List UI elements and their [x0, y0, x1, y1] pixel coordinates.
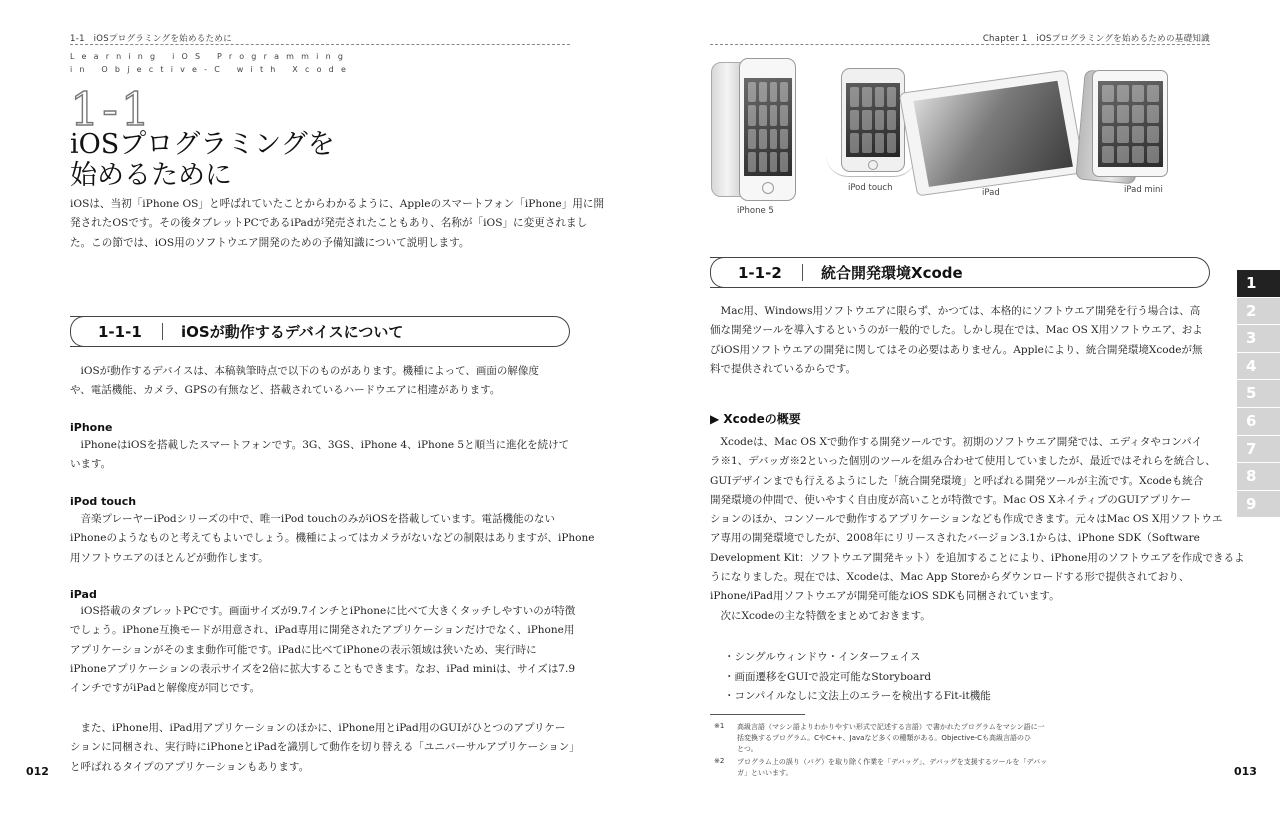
xcode-intro-paragraph: Mac用、Windows用ソフトウエアに限らず、かつては、本格的にソフトウエア開発を行う場合は、高 価な開発ツールを導入するというのが一般的でした。しかし現在では、Mac OS X用ソフトウエア、およ びiOS用ソフトウエアの開発に関してはその必要はありません。Appleにより、統合開発環境Xcodeが無 料で提供されているからです。 [710, 305, 1203, 375]
section-heading-number: 1-1-1 [98, 322, 142, 341]
section-heading-title: 統合開発環境Xcode [821, 264, 963, 282]
header-rule [70, 44, 570, 45]
iphone-heading: iPhone [70, 421, 113, 434]
chapter-tab-3[interactable]: 3 [1237, 325, 1280, 353]
iphone-paragraph: iPhoneはiOSを搭載したスマートフォンです。3G、3GS、iPhone 4、iPhone 5と順当に進化を続けて います。 [70, 439, 570, 471]
ipad-mini-caption: iPad mini [1124, 185, 1163, 195]
page-number: 012 [26, 765, 49, 778]
ipad-caption: iPad [982, 188, 1000, 198]
footnote-1: 高級言語（マシン語よりわかりやすい形式で記述する言語）で書かれたプログラムをマシン語に一 括変換するプログラム。CやC++、Javaなど多くの種類がある。Objective-Cも高級言語のひ とつ。 [737, 723, 1045, 753]
xcode-overview-heading: ▶ Xcodeの概要 [710, 412, 801, 426]
chapter-tab-1[interactable]: 1 [1237, 270, 1280, 298]
chapter-tab-7[interactable]: 7 [1237, 436, 1280, 464]
chapter-tab-8[interactable]: 8 [1237, 463, 1280, 491]
section-heading-number: 1-1-2 [738, 263, 782, 282]
ipod-touch-caption: iPod touch [848, 183, 893, 193]
ipad-mini-image [1092, 70, 1168, 177]
section-heading-divider [162, 323, 163, 340]
ipod-heading: iPod touch [70, 495, 137, 508]
ipad-paragraph: iOS搭載のタブレットPCです。画面サイズが9.7インチとiPhoneに比べて大きくタッチしやすいのが特徴 でしょう。iPhone互換モードが用意され、iPad専用に開発されたアプリケーションだけでなく、iPhone用 アプリケーションがそのまま動作可能です。iPadに比べてiPhoneの表示領域は狭いため、実行時に iPhoneアプリケーションの表示サイズを2倍に拡大することもできます。なお、iPad miniは、サイズは7.9 インチですがiPadと解像度が同じです。 [70, 605, 576, 695]
running-head: Chapter 1 iOSプログラミングを始めるための基礎知識 [982, 34, 1210, 44]
xcode-features-list [724, 648, 991, 707]
section-title-line2: 始めるために [70, 160, 232, 191]
ipod-touch-image [841, 68, 905, 172]
footnote-2-mark: ※2 [714, 757, 725, 765]
ipad-heading: iPad [70, 588, 97, 601]
header-rule [710, 44, 1210, 45]
chapter-tab-6[interactable]: 6 [1237, 408, 1280, 436]
chapter-tab-5[interactable]: 5 [1237, 380, 1280, 408]
section-title-line1: iOSプログラミングを [70, 129, 335, 160]
intro-paragraph: iOSは、当初「iPhone OS」と呼ばれていたことからわかるように、Appleのスマートフォン「iPhone」用に開 発されたOSです。その後タブレットPCであるiPadが発売されたこともあり、名称が「iOS」に変更されまし た。この節では、iOS用のソフトウエア開発のための予備知識について説明します。 [70, 198, 605, 249]
chapter-tab-2[interactable]: 2 [1237, 298, 1280, 326]
ipad-image [899, 70, 1086, 197]
page-number: 013 [1234, 765, 1257, 778]
universal-app-paragraph: また、iPhone用、iPad用アプリケーションのほかに、iPhone用とiPad用のGUIがひとつのアプリケー ションに同梱され、実行時にiPhoneとiPadを識別して動作を切り替える「ユニバーサルアプリケーション」 と呼ばれるタイプのアプリケーションもあります。 [70, 722, 580, 773]
footnote-rule [710, 714, 805, 715]
running-head: 1-1 iOSプログラミングを始めるために [70, 34, 232, 44]
section-heading-1-1-1 [70, 316, 570, 347]
chapter-tabs [1237, 270, 1280, 518]
english-subtitle-line1: Learning iOS Programming [70, 52, 351, 61]
footnote-2: プログラム上の誤り（バグ）を取り除く作業を「デバッグ」、デバッグを支援するツールを「デバッ ガ」といいます。 [737, 758, 1048, 777]
section-number: 1-1 [70, 82, 154, 136]
english-subtitle-line2: in Objective-C with Xcode [70, 65, 354, 74]
section-heading-title: iOSが動作するデバイスについて [181, 323, 404, 341]
section-title [70, 129, 335, 191]
list-item: ・画面遷移をGUIで設定可能なStoryboard [724, 670, 932, 683]
list-item: ・シングルウィンドウ・インターフェイス [724, 651, 921, 663]
footnote-1-mark: ※1 [714, 722, 725, 730]
iphone5-caption: iPhone 5 [737, 206, 774, 216]
list-item: ・コンパイルなしに文法上のエラーを検出するFit-it機能 [724, 690, 991, 702]
chapter-tab-4[interactable]: 4 [1237, 353, 1280, 381]
xcode-overview-paragraph: Xcodeは、Mac OS Xで動作する開発ツールです。初期のソフトウエア開発では、エディタやコンパイ ラ※1、デバッガ※2といった個別のツールを組み合わせて使用していましたが、最近ではそれらを統合し、 GUIデザインまでも行えるようにした「統合開発環境」と呼ばれる開発ツールが主流です。Xcodeも統合 開発環境の仲間で、使いやすく自由度が高いことが特徴です。Mac OS XネイティブのGUIアプリケー ションのほか、コンソールで動作するアプリケーションなども作成できます。元々はMac OS X用ソフトウエ ア専用の開発環境でしたが、2008年にリリースされたバージョン3.1からは、iPhone SDK（Software Development Kit：ソフトウエア開発キット）を追加することにより、iPhone用のソフトウエアを作成できるよ うになりました。現在では、Xcodeは、Mac App Storeからダウンロードする形で提供されており、 iPhone/iPad用ソフトウエアが開発可能なiOS SDKも同梱されています。 次にXcodeの主な特徴をまとめておきます。 [710, 436, 1245, 622]
ipod-paragraph: 音楽プレーヤーiPodシリーズの中で、唯一iPod touchのみがiOSを搭載しています。電話機能のない iPhoneのようなものと考えてもよいでしょう。機種によってはカメラがないなどの制限はありますが、iPhone 用ソフトウエアのほとんどが動作します。 [70, 513, 595, 564]
section-heading-divider [802, 264, 803, 281]
chapter-tab-9[interactable]: 9 [1237, 491, 1280, 519]
devices-paragraph: iOSが動作するデバイスは、本稿執筆時点で以下のものがあります。機種によって、画面の解像度 や、電話機能、カメラ、GPSの有無など、搭載されているハードウエアに相違があります。 [70, 365, 539, 397]
section-heading-1-1-2 [710, 257, 1210, 288]
iphone5-image [711, 58, 797, 201]
right-page [640, 0, 1280, 823]
